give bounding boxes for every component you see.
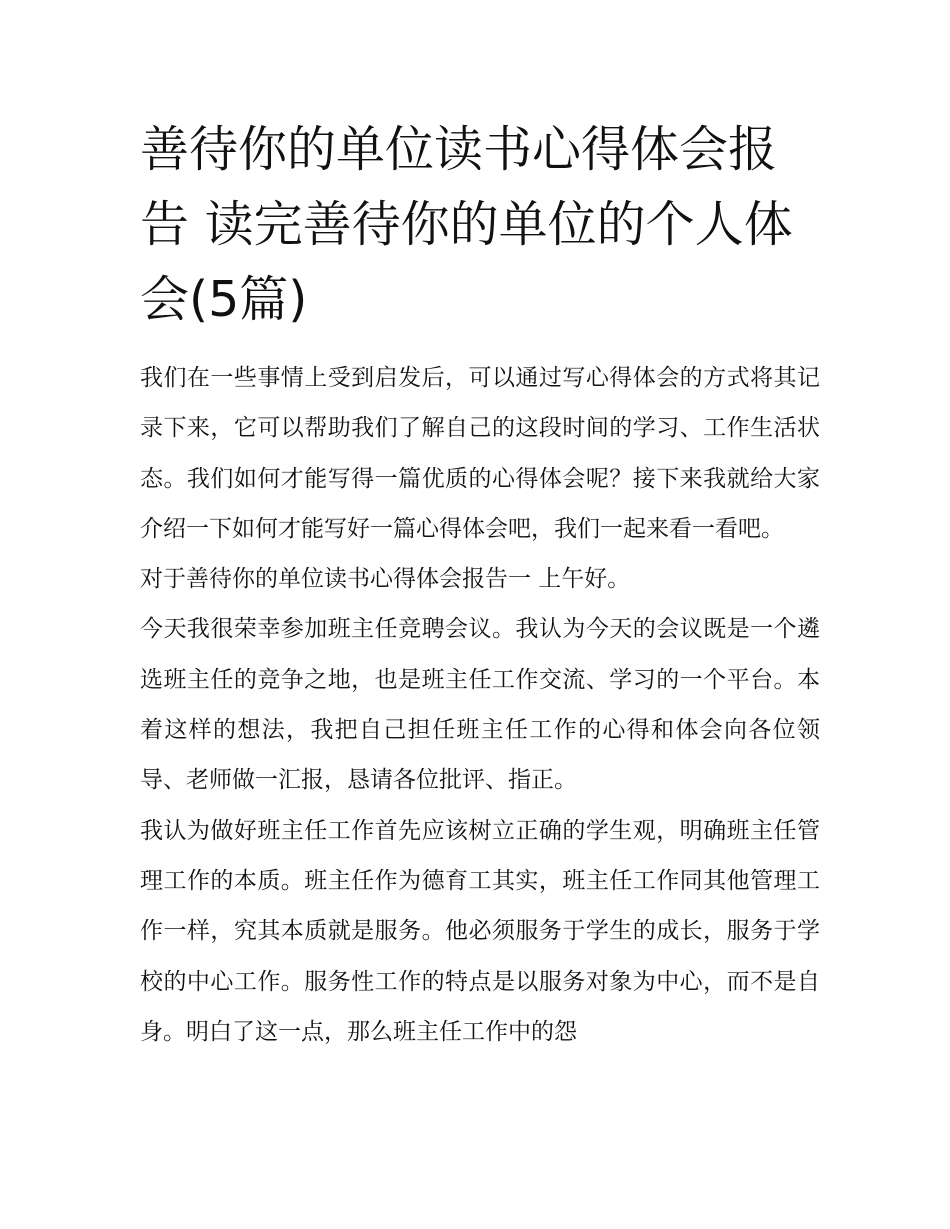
paragraph-opening: 今天我很荣幸参加班主任竞聘会议。我认为今天的会议既是一个遴选班主任的竞争之地，也是班主任工作交流、学习的一个平台。本着这样的想法，我把自己担任班主任工作的心得和体会向各位领导、老师做一汇报，恳请各位批评、指正。 [140,616,820,794]
document-title: 善待你的单位读书心得体会报告 读完善待你的单位的个人体会(5篇) [140,121,793,328]
paragraph-greeting: 对于善待你的单位读书心得体会报告一 上午好。 [140,566,631,593]
document-content [140,112,820,1057]
paragraph-body: 我认为做好班主任工作首先应该树立正确的学生观，明确班主任管理工作的本质。班主任作为德育工其实，班主任工作同其他管理工作一样，究其本质就是服务。他必须服务于学生的成长，服务于学校的中心工作。服务性工作的特点是以服务对象为中心，而不是自身。明白了这一点，那么班主任工作中的怨 [140,817,820,1045]
paragraph-intro: 我们在一些事情上受到启发后，可以通过写心得体会的方式将其记录下来，它可以帮助我们了解自己的这段时间的学习、工作生活状态。我们如何才能写得一篇优质的心得体会呢？接下来我就给大家介绍一下如何才能写好一篇心得体会吧，我们一起来看一看吧。 [140,365,820,542]
